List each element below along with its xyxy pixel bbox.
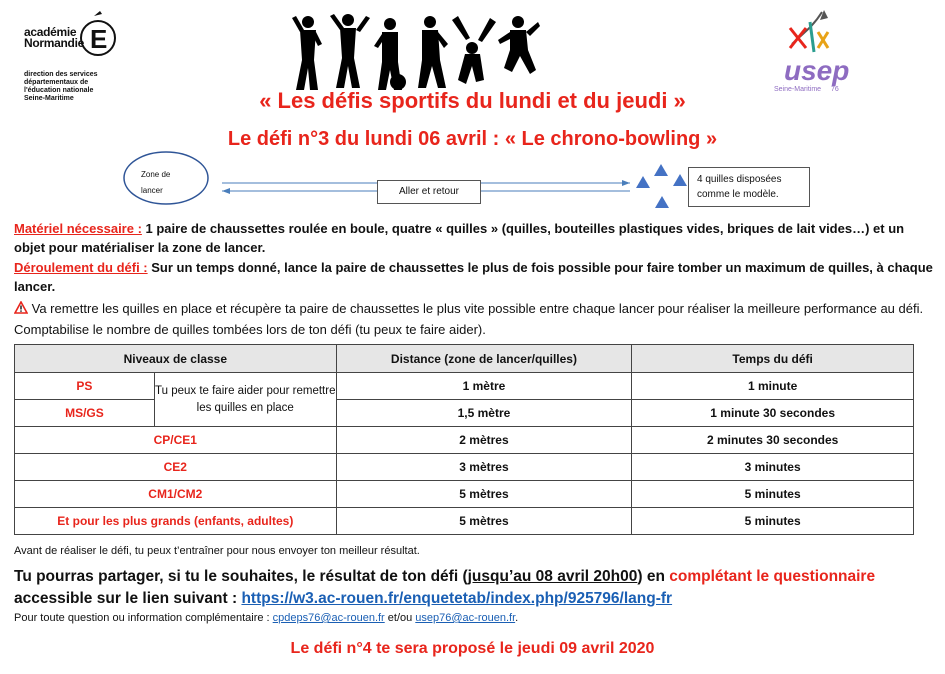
pins-label: 4 quilles disposées comme le modèle. — [688, 167, 810, 207]
challenge-title: Le défi n°3 du lundi 06 avril : « Le chrono-bowling » — [227, 128, 718, 150]
time-cell: 3 minutes — [632, 454, 914, 481]
contact-text: Pour toute question ou information complémentaire : — [14, 612, 273, 624]
procedure-paragraph — [14, 258, 934, 296]
table-row — [15, 508, 914, 535]
share-deadline: jusqu’au 08 avril 20h00 — [467, 568, 638, 585]
challenge-table — [14, 344, 914, 535]
level-cell: PS — [15, 373, 155, 400]
questionnaire-text: complétant le questionnaire — [669, 568, 876, 585]
table-row — [15, 400, 914, 427]
pin-icon — [655, 196, 669, 208]
share-text-c: accessible sur le lien suivant : — [14, 590, 242, 607]
materials-paragraph — [14, 219, 934, 257]
next-challenge-text: Le défi n°4 te sera proposé le jeudi 09 avril 2020 — [290, 640, 655, 657]
training-note: Avant de réaliser le défi, tu peux t’entraîner pour nous envoyer ton meilleur résultat. — [14, 545, 420, 557]
distance-cell: 1,5 mètre — [336, 400, 632, 427]
table-row — [15, 454, 914, 481]
level-cell: CE2 — [15, 454, 337, 481]
kids-silhouettes-image — [290, 10, 540, 92]
level-cell: CP/CE1 — [15, 427, 337, 454]
materials-label: Matériel nécessaire : — [14, 221, 142, 236]
level-cell: MS/GS — [15, 400, 155, 427]
materials-text: 1 paire de chaussettes roulée en boule, quatre « quilles » (quilles, bouteilles plastiques vides, briques de lait vides…) et un objet pour matérialiser la zone de lancer. — [14, 221, 905, 255]
table-row — [15, 427, 914, 454]
direction-text: direction des services départementaux de l'éducation nationale Seine-Maritime — [24, 71, 98, 102]
contact-line — [14, 612, 518, 624]
warning-text: Va remettre les quilles en place et récupère ta paire de chaussettes le plus vite possible entre chaque lancer pour réaliser la meilleure performance au défi. Comptabilise le nombre de quilles tombées lors de ton défi (tu peux te faire aider). — [14, 301, 924, 337]
time-cell: 1 minute 30 secondes — [632, 400, 914, 427]
header-distance: Distance (zone de lancer/quilles) — [336, 345, 632, 373]
share-text-a: Tu pourras partager, si tu le souhaites, le résultat de ton défi ( — [14, 568, 468, 585]
email-link-cpdeps[interactable]: cpdeps76@ac-rouen.fr — [272, 612, 385, 624]
usep-wordmark: usep — [784, 55, 850, 86]
distance-cell: 5 mètres — [336, 481, 632, 508]
table-row — [15, 481, 914, 508]
distance-cell: 3 mètres — [336, 454, 632, 481]
academie-name: académie Normandie — [24, 25, 84, 50]
distance-cell: 1 mètre — [336, 373, 632, 400]
arrow-left-icon — [222, 188, 230, 194]
warning-icon — [14, 301, 28, 314]
level-cell: CM1/CM2 — [15, 481, 337, 508]
throw-zone-label: Zone de lancer — [141, 170, 171, 195]
share-text-b: ) en — [637, 568, 670, 585]
contact-and: et/ou — [384, 612, 416, 624]
main-title: « Les défis sportifs du lundi et du jeudi » — [259, 88, 686, 113]
pin-icon — [673, 174, 687, 186]
questionnaire-link[interactable]: https://w3.ac-rouen.fr/enquetetab/index.php/925796/lang-fr — [241, 590, 673, 607]
time-cell: 5 minutes — [632, 508, 914, 535]
share-paragraph — [14, 566, 944, 610]
pin-icon — [636, 176, 650, 188]
procedure-label: Déroulement du défi : — [14, 260, 148, 275]
table-row — [15, 373, 914, 400]
help-note-cell: Tu peux te faire aider pour remettre les quilles en place — [154, 373, 336, 427]
time-cell: 1 minute — [632, 373, 914, 400]
procedure-text: Sur un temps donné, lance la paire de chaussettes le plus de fois possible pour faire tomber un maximum de quilles, à chaque lancer. — [14, 260, 933, 294]
contact-end: . — [515, 612, 519, 624]
round-trip-label: Aller et retour — [377, 180, 481, 204]
warning-paragraph — [14, 298, 934, 340]
usep-logo — [762, 8, 872, 100]
svg-text:E: E — [90, 24, 108, 54]
time-cell: 2 minutes 30 secondes — [632, 427, 914, 454]
pin-icon — [654, 164, 668, 176]
table-header-row — [15, 345, 914, 373]
header-time: Temps du défi — [632, 345, 914, 373]
header-levels: Niveaux de classe — [15, 345, 337, 373]
distance-cell: 2 mètres — [336, 427, 632, 454]
level-cell: Et pour les plus grands (enfants, adultes) — [15, 508, 337, 535]
arrow-right-icon — [622, 180, 630, 186]
time-cell: 5 minutes — [632, 481, 914, 508]
email-link-usep[interactable]: usep76@ac-rouen.fr — [415, 612, 516, 624]
distance-cell: 5 mètres — [336, 508, 632, 535]
usep-region: Seine-Maritime 76 — [774, 86, 839, 93]
